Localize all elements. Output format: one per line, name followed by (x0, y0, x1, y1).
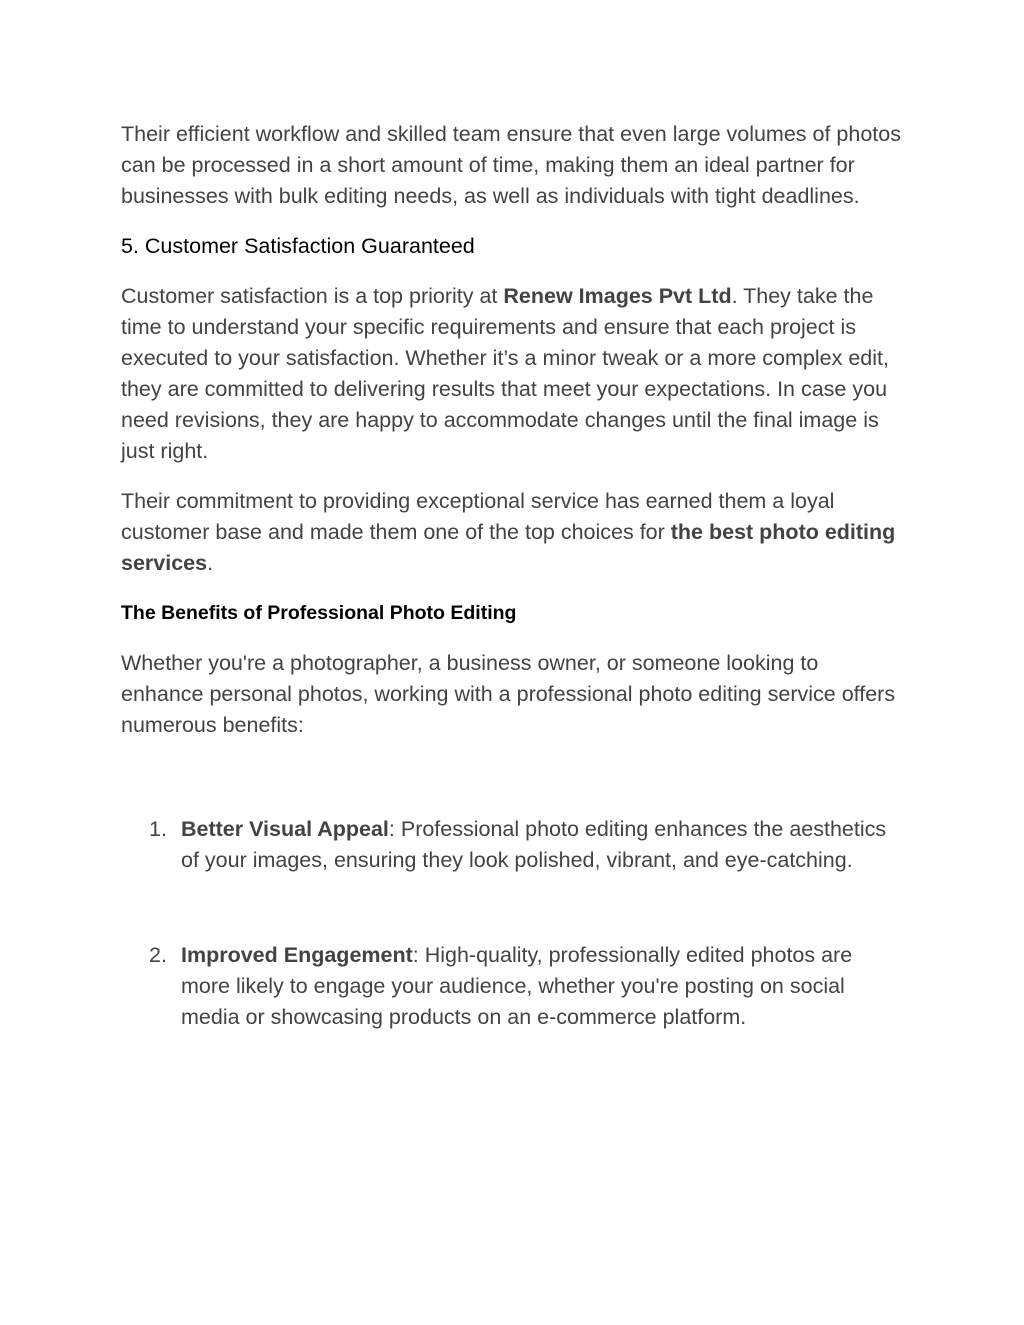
list-item-title: Better Visual Appeal (181, 817, 389, 841)
document-page (121, 119, 906, 1033)
benefits-heading: The Benefits of Professional Photo Editing (121, 602, 517, 624)
list-item (121, 940, 906, 1033)
list-number: 2. (149, 943, 167, 967)
commitment-text-before: Their commitment to providing exceptional service has earned them a loyal customer base and made them one of the top choices for (121, 489, 835, 544)
best-services-phrase: the best photo editing services (121, 520, 896, 575)
spacer (121, 876, 906, 940)
list-item-text: : High-quality, professionally edited photos are more likely to engage your audience, whether you're posting on social media or showcasing products on an e-commerce platform. (181, 943, 853, 1029)
satisfaction-paragraph (121, 281, 906, 467)
list-item (121, 814, 906, 876)
section-5-heading: 5. Customer Satisfaction Guaranteed (121, 234, 475, 258)
spacer (121, 760, 906, 814)
satisfaction-text-after: . They take the time to understand your specific requirements and ensure that each project is executed to your satisfaction. Whether it’s a minor tweak or a more complex edit, they are committed to delivering results that meet your expectations. In case you need revisions, they are happy to accommodate changes until the final image is just right. (121, 284, 889, 463)
company-name: Renew Images Pvt Ltd (503, 284, 732, 308)
commitment-paragraph (121, 486, 906, 579)
benefits-list (121, 814, 906, 1033)
intro-paragraph: Their efficient workflow and skilled team ensure that even large volumes of photos can be processed in a short amount of time, making them an ideal partner for businesses with bulk editing needs, as well as individuals with tight deadlines. (121, 122, 901, 208)
satisfaction-text-before: Customer satisfaction is a top priority at (121, 284, 504, 308)
list-item-text: : Professional photo editing enhances the aesthetics of your images, ensuring they look polished, vibrant, and eye-catching. (181, 817, 887, 872)
list-item-title: Improved Engagement (181, 943, 413, 967)
benefits-intro: Whether you're a photographer, a business owner, or someone looking to enhance personal photos, working with a professional photo editing service offers numerous benefits: (121, 651, 896, 737)
commitment-text-after: . (207, 551, 214, 575)
list-number: 1. (149, 817, 167, 841)
